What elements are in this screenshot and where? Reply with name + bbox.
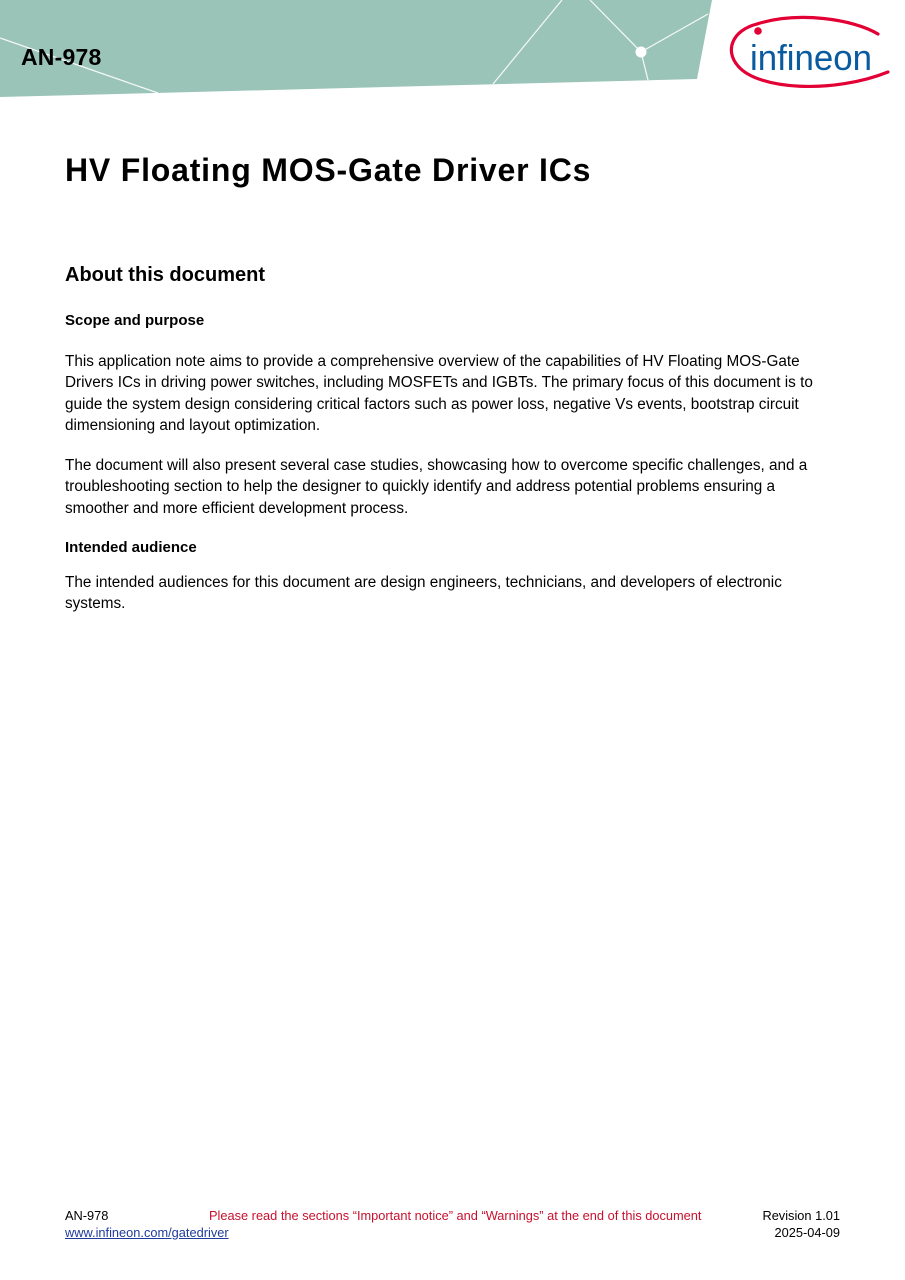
svg-text:infineon: infineon [750,37,872,78]
footer-website-link[interactable]: www.infineon.com/gatedriver [65,1225,229,1240]
footer-notice: Please read the sections “Important notice” and “Warnings” at the end of this document [209,1208,702,1223]
network-node-dot [636,47,647,58]
footer-right [762,1207,840,1241]
footer-left [65,1207,229,1241]
scope-heading: Scope and purpose [65,312,205,329]
footer-doc-id: AN-978 [65,1208,109,1223]
document-title: HV Floating MOS-Gate Driver ICs [65,152,592,188]
about-heading: About this document [65,264,265,286]
scope-paragraph-2: The document will also present several case studies, showcasing how to overcome specific challenges, and a troubleshooting section to help the designer to quickly identify and address potential problems ensuring a smoother and more efficient development process. [65,457,808,517]
banner-shape [0,0,712,97]
infineon-logo [728,14,893,94]
header-doc-id: AN-978 [21,44,102,70]
footer-date: 2025-04-09 [774,1225,840,1240]
footer-revision: Revision 1.01 [762,1208,840,1223]
audience-heading: Intended audience [65,539,197,556]
audience-paragraph: The intended audiences for this document are design engineers, technicians, and developers of electronic systems. [65,574,782,613]
scope-paragraph-1: This application note aims to provide a comprehensive overview of the capabilities of HV Floating MOS-Gate Drivers ICs in driving power switches, including MOSFETs and IGBTs. The primary focus of this document is to guide the system design considering critical factors such as power loss, negative Vs events, bootstrap circuit dimensioning and layout optimization. [65,353,813,435]
